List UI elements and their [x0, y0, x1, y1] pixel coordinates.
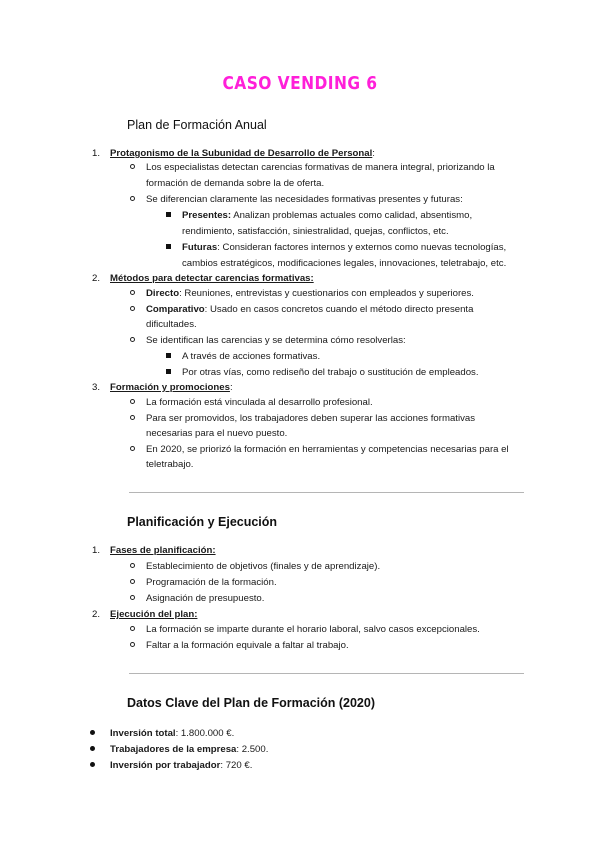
item-label: Presentes: [182, 210, 232, 221]
list-number: 1. [92, 545, 101, 556]
circle-bullet-icon [130, 196, 135, 201]
circle-bullet-icon [130, 337, 135, 342]
item-label: Formación y promociones [110, 382, 230, 393]
list-item-text [146, 302, 473, 317]
list-item-text: Los especialistas detectan carencias formativas de manera integral, priorizando la [146, 162, 495, 173]
key-data-item [110, 742, 268, 757]
key-data-item [110, 726, 234, 741]
key-data-item [110, 758, 252, 773]
list-item-heading [110, 380, 233, 395]
list-item-text: Asignación de presupuesto. [146, 593, 265, 604]
section-heading-datos-clave: Datos Clave del Plan de Formación (2020) [127, 696, 375, 710]
list-item-heading: Métodos para detectar carencias formativas: [110, 273, 314, 284]
circle-bullet-icon [130, 164, 135, 169]
circle-bullet-icon [130, 399, 135, 404]
list-number: 2. [92, 609, 101, 620]
circle-bullet-icon [130, 446, 135, 451]
list-item-text: Establecimiento de objetivos (finales y de aprendizaje). [146, 561, 381, 572]
item-label: Protagonismo de la Subunidad de Desarrollo de Personal [110, 148, 373, 159]
square-bullet-icon [166, 212, 171, 217]
key-data-value: : 1.800.000 €. [175, 728, 235, 739]
item-label: Comparativo [146, 304, 205, 315]
list-item-text: rendimiento, satisfacción, siniestralidad, quejas, conflictos, etc. [182, 226, 449, 237]
list-item-text: La formación está vinculada al desarrollo profesional. [146, 397, 373, 408]
list-item-text: En 2020, se priorizó la formación en herramientas y competencias necesarias para el [146, 444, 509, 455]
list-item-text: Por otras vías, como rediseño del trabajo o sustitución de empleados. [182, 367, 479, 378]
list-item-text: dificultades. [146, 319, 197, 330]
section-heading-plan-formacion: Plan de Formación Anual [127, 118, 267, 132]
list-item-text: A través de acciones formativas. [182, 351, 321, 362]
circle-bullet-icon [130, 290, 135, 295]
list-item-heading [110, 146, 375, 161]
square-bullet-icon [166, 244, 171, 249]
item-description: Analizan problemas actuales como calidad, absentismo, [231, 210, 473, 221]
horizontal-divider [129, 492, 524, 493]
square-bullet-icon [166, 369, 171, 374]
circle-bullet-icon [130, 595, 135, 600]
circle-bullet-icon [130, 642, 135, 647]
list-item-text: Programación de la formación. [146, 577, 277, 588]
list-number: 2. [92, 273, 101, 284]
circle-bullet-icon [130, 579, 135, 584]
list-number: 1. [92, 148, 101, 159]
item-description: : Usado en casos concretos cuando el método directo presenta [204, 304, 474, 315]
list-item-text: cambios estratégicos, modificaciones legales, innovaciones, teletrabajo, etc. [182, 258, 507, 269]
list-item-text: Se diferencian claramente las necesidades formativas presentes y futuras: [146, 194, 463, 205]
horizontal-divider [129, 673, 524, 674]
key-data-value: : 720 €. [220, 760, 253, 771]
circle-bullet-icon [130, 415, 135, 420]
item-colon: : [372, 148, 375, 159]
list-item-text: Faltar a la formación equivale a faltar al trabajo. [146, 640, 349, 651]
item-description: : Reuniones, entrevistas y cuestionarios con empleados y superiores. [179, 288, 474, 299]
list-item-text: teletrabajo. [146, 459, 194, 470]
circle-bullet-icon [130, 306, 135, 311]
list-item-text: necesarias para el nuevo puesto. [146, 428, 288, 439]
key-data-label: Inversión total [110, 728, 176, 739]
key-data-label: Trabajadores de la empresa [110, 744, 237, 755]
square-bullet-icon [166, 353, 171, 358]
circle-bullet-icon [130, 563, 135, 568]
list-item-text: La formación se imparte durante el horario laboral, salvo casos excepcionales. [146, 624, 480, 635]
key-data-value: : 2.500. [236, 744, 269, 755]
section-heading-planificacion: Planificación y Ejecución [127, 515, 278, 529]
document-title: CASO VENDING 6 [222, 73, 378, 94]
item-description: : Consideran factores internos y externos como nuevas tecnologías, [217, 242, 507, 253]
dot-bullet-icon [90, 762, 95, 767]
list-item-text: formación de demanda sobre la de oferta. [146, 178, 325, 189]
list-item-heading: Fases de planificación: [110, 545, 216, 556]
list-item-text [182, 208, 472, 223]
list-item-text [146, 286, 474, 301]
item-label: Futuras [182, 242, 218, 253]
item-label: Directo [146, 288, 180, 299]
list-item-heading: Ejecución del plan: [110, 609, 198, 620]
list-item-text [182, 240, 506, 255]
circle-bullet-icon [130, 626, 135, 631]
list-item-text: Para ser promovidos, los trabajadores deben superar las acciones formativas [146, 413, 476, 424]
list-number: 3. [92, 382, 101, 393]
list-item-text: Se identifican las carencias y se determina cómo resolverlas: [146, 335, 406, 346]
dot-bullet-icon [90, 730, 95, 735]
key-data-label: Inversión por trabajador [110, 760, 221, 771]
dot-bullet-icon [90, 746, 95, 751]
item-colon: : [229, 382, 233, 393]
